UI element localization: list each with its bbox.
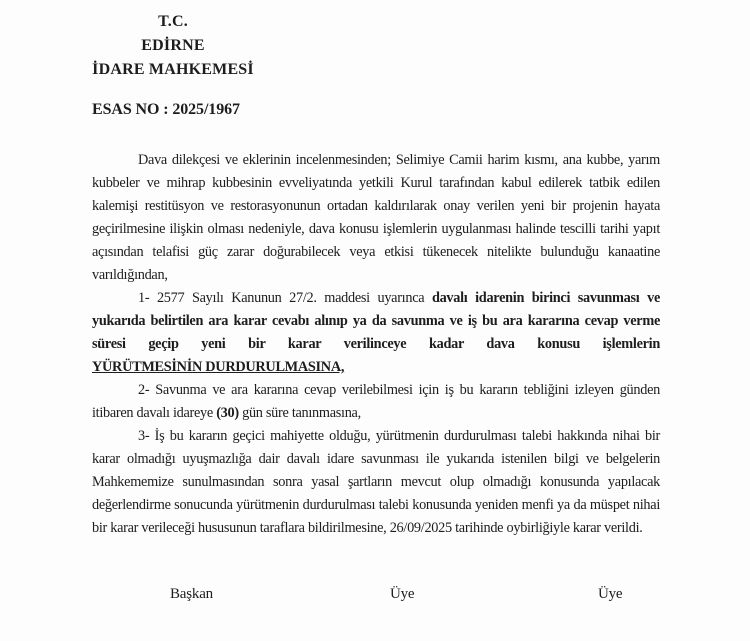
decision-item-2 [92, 379, 660, 425]
item1-bold-text: davalı idarenin birinci savunması ve yukarıda belirtilen ara karar cevabı alınıp ya da savunma ve iş bu ara kararına cevap verme süresi geçip yeni bir karar verilinceye kadar dava konusu işlemlerin [92, 290, 660, 352]
decision-item-3: 3- İş bu kararın geçici mahiyette olduğu, yürütmenin durdurulması talebi hakkında nihai bir karar olmadığı uyuşmazlığa dair davalı idare savunması ile yukarıda istenilen bilgi ve belgelerin Mahkememize sunulmasından sonra yasal şartların mevcut olup olmadığı konusunda yapılacak değerlendirme sonucunda yürütmenin durdurulması talebi konusunda yeniden menfi ya da müspet nihai bir karar verileceği hususunun taraflara bildirilmesine, 26/09/2025 tarihinde oybirliğiyle karar verildi. [92, 428, 660, 536]
signature-row [0, 586, 750, 608]
signature-member-1: Üye [390, 586, 415, 602]
item1-prefix: 1- 2577 Sayılı Kanunun 27/2. maddesi uyarınca [138, 290, 432, 306]
republic-abbreviation: T.C. [158, 13, 188, 30]
decision-item-1 [92, 287, 660, 379]
decision-item-1-text [92, 287, 660, 356]
signature-member-2: Üye [598, 586, 623, 602]
item1-ruling-phrase: YÜRÜTMESİNİN DURDURULMASINA, [92, 359, 345, 375]
court-header [90, 10, 256, 82]
signature-president: Başkan [170, 586, 213, 602]
decision-body [92, 149, 660, 540]
intro-paragraph: Dava dilekçesi ve eklerinin incelenmesinden; Selimiye Camii harim kısmı, ana kubbe, yarım kubbeler ve mihrap kubbesinin evveliyatında yetkili Kurul tarafından kabul edilerek tatbik edilen kalemişi restitüsyon ve restorasyonunun ortadan kaldırılarak onay verilen yeni bir projenin hayata geçirilmesine ilişkin olması nedeniyle, dava konusu işlemlerin uygulanması halinde tescilli tarihi yapıt açısından telafisi güç zarar doğurabilecek veya etkisi tükenecek nitelikte bulunduğu kanaatine varıldığından, [92, 152, 660, 283]
court-city: EDİRNE [141, 37, 205, 54]
item2-days-count: (30) [216, 405, 239, 421]
court-name: İDARE MAHKEMESİ [92, 61, 254, 78]
case-number: ESAS NO : 2025/1967 [92, 101, 240, 118]
item2-text-end: gün süre tanınmasına, [238, 405, 361, 421]
item2-text-start: 2- Savunma ve ara kararına cevap verilebilmesi için iş bu kararın tebliğini izleyen günden itibaren davalı idareye [92, 382, 660, 421]
